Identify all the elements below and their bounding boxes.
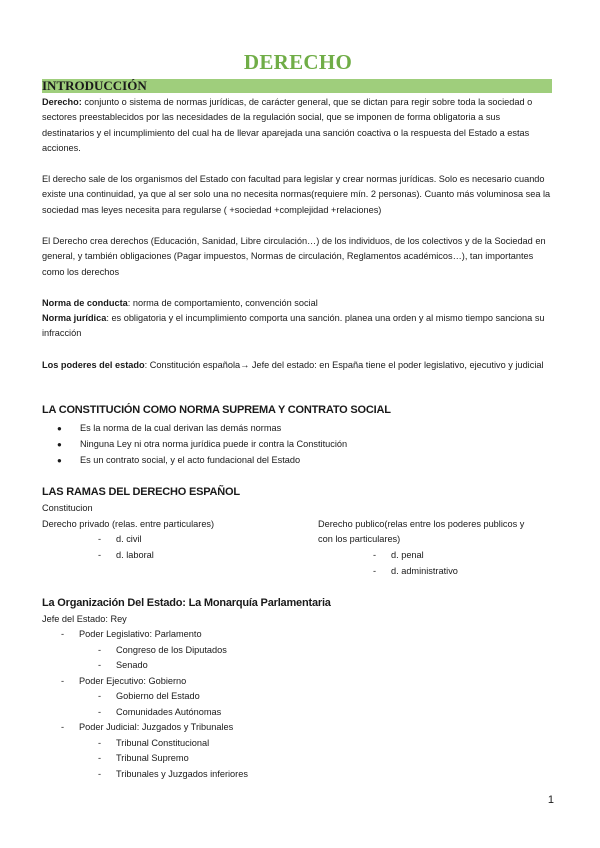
publico-item: - d. administrativo bbox=[391, 564, 458, 579]
judicial-item: - Tribunal Constitucional bbox=[116, 736, 209, 751]
intro-paragraph-3: El Derecho crea derechos (Educación, Sanidad, Libre circulación…) de los individuos, de los colectivos y de la Sociedad en general, y también obligaciones (Pagar impuestos, Normas de circulación, Reglamentos académicos…), tan importantes como los derechos bbox=[42, 236, 546, 277]
judicial-item: - Tribunales y Juzgados inferiores bbox=[116, 767, 248, 782]
norma-conducta-label: Norma de conducta bbox=[42, 298, 128, 308]
legislativo-item: - Senado bbox=[116, 658, 148, 673]
document-title: DERECHO bbox=[243, 50, 353, 74]
legislativo-item: - Congreso de los Diputados bbox=[116, 643, 227, 658]
derecho-label: Derecho: bbox=[42, 97, 82, 107]
derecho-publico-line1: Derecho publico(relas entre los poderes publicos y bbox=[318, 519, 525, 529]
derecho-privado: Derecho privado (relas. entre particulares) bbox=[42, 519, 215, 529]
jefe-estado: Jefe del Estado: Rey bbox=[42, 614, 127, 624]
ejecutivo-item: - Gobierno del Estado bbox=[116, 689, 200, 704]
judicial-item: - Tribunal Supremo bbox=[116, 751, 189, 766]
privado-item: - d. laboral bbox=[116, 548, 154, 563]
constitucion-heading: LA CONSTITUCIÓN COMO NORMA SUPREMA Y CONTRATO SOCIAL bbox=[42, 404, 391, 416]
intro-paragraph-2: El derecho sale de los organismos del Estado con facultad para legislar y crear normas jurídicas. Solo es necesario cuando existe una continuidad, ya que al ser solo una no necesita normas(requiere mín. 2 personas). Cuanto más voluminosa sea la sociedad mas leyes necesita para regularse ( +sociedad +complejidad +relaciones) bbox=[42, 174, 551, 215]
privado-item: - d. civil bbox=[116, 532, 142, 547]
poderes-estado-text: : Constitución española→ Jefe del estado: en España tiene el poder legislativo, ejecutivo y judicial bbox=[144, 360, 544, 370]
intro-heading: INTRODUCCIÓN bbox=[42, 78, 147, 93]
derecho-definition bbox=[42, 95, 552, 157]
poder-ejecutivo: - Poder Ejecutivo: Gobierno bbox=[79, 674, 186, 689]
derecho-publico-line2: con los particulares) bbox=[318, 534, 401, 544]
organizacion-heading: La Organización Del Estado: La Monarquía Parlamentaria bbox=[42, 597, 331, 609]
ramas-heading: LAS RAMAS DEL DERECHO ESPAÑOL bbox=[42, 486, 240, 498]
publico-item: - d. penal bbox=[391, 548, 424, 563]
norma-juridica-label: Norma jurídica bbox=[42, 313, 107, 323]
derecho-text: conjunto o sistema de normas jurídicas, de carácter general, que se dictan para regir sobre toda la sociedad o sectores preestablecidos por las necesidades de la regulación social, que se imponen de forma obligatoria a sus destinatarios y el incumplimiento del cual ha de llevar aparejada una sanción coactiva o la respuesta del Estado a estas acciones. bbox=[42, 97, 533, 154]
constitucion-bullet: ● Es un contrato social, y el acto fundacional del Estado bbox=[80, 453, 300, 468]
norma-juridica bbox=[42, 311, 552, 342]
norma-conducta-text: : norma de comportamiento, convención social bbox=[127, 298, 318, 308]
constitucion-bullet: ● Es la norma de la cual derivan las demás normas bbox=[80, 421, 281, 436]
section-heading-bar bbox=[42, 79, 552, 93]
norma-conducta bbox=[42, 296, 552, 311]
ejecutivo-item: - Comunidades Autónomas bbox=[116, 705, 221, 720]
poder-legislativo: - Poder Legislativo: Parlamento bbox=[79, 627, 202, 642]
ramas-root: Constitucion bbox=[42, 503, 93, 513]
page-number: 1 bbox=[547, 794, 554, 806]
norma-juridica-text: : es obligatoria y el incumplimiento comporta una sanción. planea una orden y al mismo tiempo sanciona su infracción bbox=[42, 313, 545, 339]
poder-judicial: - Poder Judicial: Juzgados y Tribunales bbox=[79, 720, 233, 735]
poderes-estado bbox=[42, 358, 552, 373]
constitucion-bullet: ● Ninguna Ley ni otra norma jurídica puede ir contra la Constitución bbox=[80, 437, 347, 452]
poderes-estado-label: Los poderes del estado bbox=[42, 360, 145, 370]
